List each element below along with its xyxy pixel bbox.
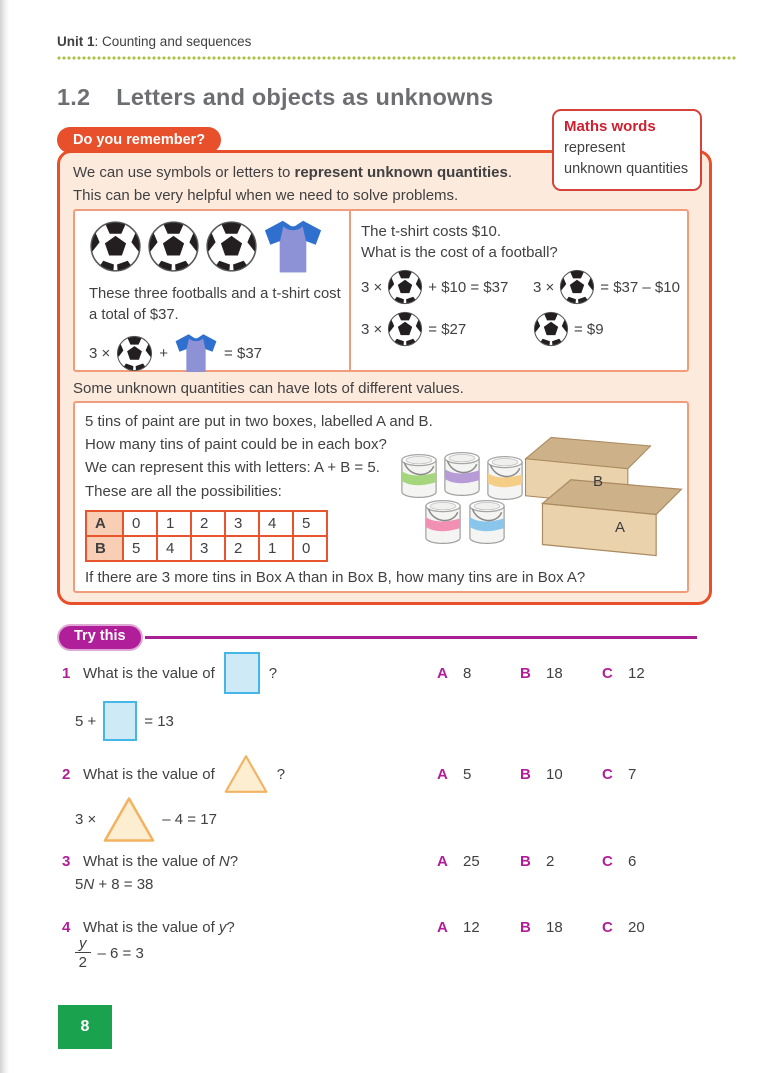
paint-line: We can represent this with letters: A + B = 5.	[85, 459, 380, 477]
paint-line: 5 tins of paint are put in two boxes, labelled A and B.	[85, 413, 433, 430]
variable-n: N	[218, 853, 230, 870]
page-number-badge: 8	[58, 1005, 112, 1049]
option-a-label: A	[437, 766, 448, 783]
option-b-value: 10	[546, 766, 563, 783]
question-line: The t-shirt costs $10.	[361, 223, 502, 240]
equation	[533, 311, 604, 347]
paint-question: If there are 3 more tins in Box A than in Box B, how many tins are in Box A?	[85, 569, 586, 586]
equation-text: 3 ×	[533, 278, 555, 296]
question-mark: ?	[226, 919, 235, 936]
option-a-value: 5	[463, 766, 472, 783]
equation-text: 3 ×	[89, 344, 111, 362]
dotted-divider	[57, 56, 737, 60]
do-you-remember-tab: Do you remember?	[57, 127, 221, 153]
question-1-options	[437, 665, 707, 685]
question-number: 1	[62, 664, 71, 682]
question-4	[62, 919, 235, 936]
option-b-value: 18	[546, 919, 563, 936]
question-4-options	[437, 919, 707, 939]
equation-text: +	[159, 344, 169, 362]
chapter-label: : Counting and sequences	[94, 34, 252, 49]
equation-text: 3 ×	[361, 320, 383, 338]
option-a-label: A	[437, 853, 448, 870]
unknown-square-shape	[224, 652, 260, 694]
tshirt-icon	[174, 333, 218, 373]
question-1	[62, 652, 277, 694]
maths-words-title: Maths words	[564, 118, 656, 135]
variable-y: y	[218, 919, 227, 936]
football-row	[89, 219, 349, 274]
fraction	[75, 936, 91, 970]
coefficient: 5	[75, 876, 84, 893]
do-you-remember-box	[57, 150, 712, 605]
question-4-equation	[75, 936, 144, 970]
box-b-label: B	[593, 473, 604, 490]
question-2	[62, 754, 285, 794]
table-cell: 2	[191, 511, 225, 536]
equation	[361, 311, 533, 347]
cardboard-box-a-icon	[533, 475, 683, 558]
football-icon	[387, 311, 423, 347]
equation-text: = 13	[144, 712, 174, 730]
question-number: 3	[62, 853, 71, 870]
try-this-tab: Try this	[57, 624, 143, 651]
table-cell: 5	[123, 536, 157, 561]
equation-rest: + 8 = 38	[94, 876, 154, 893]
question-prompt: What is the value of	[83, 664, 215, 682]
possibilities-table	[85, 510, 328, 562]
question-3	[62, 853, 238, 870]
football-example-box	[73, 209, 689, 372]
table-cell: 0	[293, 536, 327, 561]
row-header-cell: B	[86, 536, 123, 561]
option-a-label: A	[437, 665, 448, 682]
unknown-triangle-shape	[224, 754, 268, 794]
section-heading-text: Letters and objects as unknowns	[116, 84, 494, 110]
football-icon	[533, 311, 569, 347]
intro-text: We can use symbols or letters to	[73, 164, 295, 181]
equation-text: – 4 = 17	[162, 811, 217, 828]
question-3-options	[437, 853, 707, 873]
paint-tin-icon	[465, 493, 509, 551]
prompt-text: What is the value of	[83, 919, 219, 936]
option-b-value: 18	[546, 665, 563, 682]
football-icon	[147, 220, 200, 273]
unit-label: Unit 1	[57, 34, 95, 49]
football-example-right	[351, 211, 687, 370]
option-a-value: 8	[463, 665, 472, 682]
football-question	[361, 221, 687, 263]
intro-bold-text: represent unknown quantities	[294, 164, 508, 181]
option-c-label: C	[602, 766, 613, 783]
option-b-label: B	[520, 853, 531, 870]
variable-n: N	[83, 876, 95, 893]
question-number: 4	[62, 919, 71, 936]
tshirt-icon	[263, 219, 323, 274]
option-c-value: 12	[628, 665, 645, 682]
option-b-label: B	[520, 766, 531, 783]
equation-row	[361, 311, 687, 347]
maths-word: represent	[564, 140, 626, 156]
remember-middle-text: Some unknown quantities can have lots of different values.	[73, 380, 464, 397]
question-1-equation	[75, 701, 174, 741]
caption-line: These three footballs and a t-shirt cost	[89, 286, 341, 302]
equation-text: 5 +	[75, 712, 97, 730]
page-edge-shadow	[0, 0, 9, 1073]
option-c-value: 6	[628, 853, 637, 870]
equation-text: = $37	[224, 344, 263, 362]
football-icon	[205, 220, 258, 273]
question-3-equation	[75, 876, 153, 893]
question-2-equation	[75, 796, 217, 843]
option-b-label: B	[520, 919, 531, 936]
fraction-numerator: y	[75, 936, 91, 953]
equation-text: = $9	[574, 320, 604, 338]
question-number: 2	[62, 765, 71, 783]
box-a-label: A	[615, 519, 626, 536]
paint-example-text	[85, 410, 433, 503]
section-title	[57, 84, 493, 111]
option-c-value: 20	[628, 919, 645, 936]
remember-intro	[73, 162, 512, 207]
question-2-options	[437, 766, 707, 786]
paint-tin-icon	[421, 493, 465, 551]
football-icon	[116, 335, 153, 372]
caption-line: a total of $37.	[89, 306, 179, 323]
equation-text: = $37 – $10	[600, 278, 680, 296]
option-a-label: A	[437, 919, 448, 936]
football-icon	[559, 269, 595, 305]
option-c-label: C	[602, 665, 613, 682]
table-cell: 4	[157, 536, 191, 561]
question-prompt	[83, 853, 238, 870]
football-caption	[89, 284, 349, 325]
prompt-text: What is the value of	[83, 853, 219, 870]
equation-text: 3 ×	[361, 278, 383, 296]
equation-text: – 6 = 3	[97, 944, 144, 962]
intro-text-line2: This can be very helpful when we need to solve problems.	[73, 186, 459, 204]
question-mark: ?	[276, 765, 286, 783]
football-icon	[387, 269, 423, 305]
unknown-triangle-shape	[103, 796, 155, 843]
question-mark: ?	[229, 853, 239, 870]
table-cell: 1	[157, 511, 191, 536]
option-a-value: 25	[463, 853, 480, 870]
table-row-a	[86, 511, 327, 536]
section-number: 1.2	[57, 84, 91, 110]
equation-text: 3 ×	[75, 811, 97, 828]
football-equation	[89, 333, 349, 373]
table-cell: 5	[293, 511, 327, 536]
table-cell: 3	[191, 536, 225, 561]
try-this-rule	[145, 636, 697, 639]
option-a-value: 12	[463, 919, 480, 936]
running-header	[57, 34, 251, 49]
football-example-left	[75, 211, 351, 370]
equation-text: = $27	[428, 320, 467, 338]
equation	[361, 269, 533, 305]
equation	[533, 269, 680, 305]
question-mark: ?	[268, 664, 278, 682]
question-prompt: What is the value of	[83, 765, 215, 783]
football-icon	[89, 220, 142, 273]
unknown-square-shape	[103, 701, 137, 741]
row-header-cell: A	[86, 511, 123, 536]
maths-words-box	[552, 109, 702, 191]
equation-row	[361, 269, 687, 305]
paint-example-box	[73, 401, 689, 593]
working-equations	[361, 269, 687, 347]
question-prompt	[83, 919, 235, 936]
equation-text	[75, 876, 153, 893]
table-cell: 0	[123, 511, 157, 536]
table-cell: 4	[259, 511, 293, 536]
paint-line: How many tins of paint could be in each box?	[85, 436, 387, 454]
paint-line: These are all the possibilities:	[85, 482, 282, 500]
intro-text: .	[507, 164, 513, 181]
fraction-denominator: 2	[78, 954, 87, 971]
option-c-label: C	[602, 853, 613, 870]
option-c-label: C	[602, 919, 613, 936]
table-cell: 2	[225, 536, 259, 561]
table-cell: 3	[225, 511, 259, 536]
question-line: What is the cost of a football?	[361, 244, 558, 261]
table-cell: 1	[259, 536, 293, 561]
table-row-b	[86, 536, 327, 561]
option-b-label: B	[520, 665, 531, 682]
maths-word: unknown quantities	[564, 161, 689, 177]
option-b-value: 2	[546, 853, 555, 870]
equation-text: + $10 = $37	[428, 278, 509, 296]
option-c-value: 7	[628, 766, 637, 783]
